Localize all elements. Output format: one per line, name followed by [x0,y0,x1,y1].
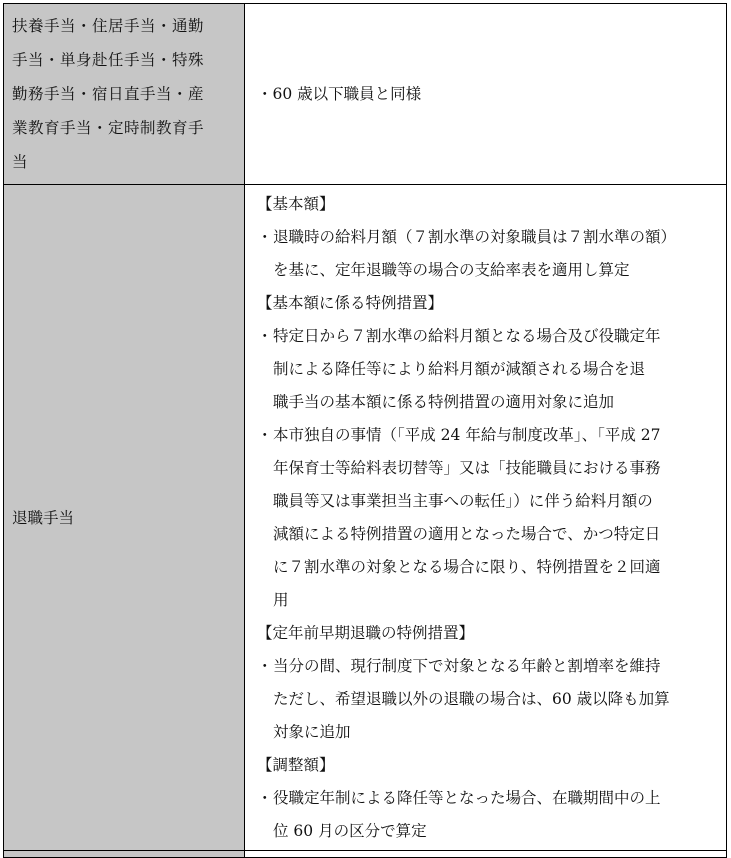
section-heading: 【基本額に係る特例措置】 [257,293,444,312]
row-label-line: 業教育手当・定時制教育手 [12,119,205,137]
item-line: 制による降任等により給料月額が減額される場合を退 [273,359,646,378]
row-content [245,851,727,858]
retirement-allowance-details [245,188,726,848]
table-row-partial [4,851,727,858]
section-heading: 【定年前早期退職の特例措置】 [257,623,475,642]
item-line: 特定日から７割水準の給料月額となる場合及び役職定年 [273,326,661,345]
item-line: ただし、希望退職以外の退職の場合は、60 歳以降も加算 [273,689,670,708]
content-text: ・60 歳以下職員と同様 [257,84,422,103]
bullet-icon: ・ [257,326,273,345]
section-heading: 【調整額】 [257,755,335,774]
item-line: 職員等又は事業担当主事への転任」）に伴う給料月額の [273,491,653,510]
row-header [4,185,245,851]
item-line: 職手当の基本額に係る特例措置の適用対象に追加 [273,392,615,411]
section-heading: 【基本額】 [257,194,335,213]
bullet-icon: ・ [257,788,273,807]
item-line: に７割水準の対象となる場合に限り、特例措置を２回適 [273,557,661,576]
row-content [245,185,727,851]
item-line: 当分の間、現行制度下で対象となる年齢と割増率を維持 [273,656,661,675]
row-label-line: 勤務手当・宿日直手当・産 [12,85,205,103]
item-line: 本市独自の事情（「平成 24 年給与制度改革」、「平成 27 [273,425,661,444]
item-line: 対象に追加 [273,722,351,741]
bullet-item [257,221,716,287]
bullet-item [257,320,716,419]
item-line: 減額による特例措置の適用となった場合で、かつ特定日 [273,524,661,543]
item-line: 用 [273,590,289,609]
bullet-icon: ・ [257,227,273,246]
row-label-line: 手当・単身赴任手当・特殊 [12,51,205,69]
table-row [4,4,727,185]
row-label-line: 扶養手当・住居手当・通勤 [12,17,205,35]
row-label: 退職手当 [12,508,75,527]
bullet-icon: ・ [257,425,273,444]
bullet-item [257,782,716,848]
row-label [4,9,244,179]
table-row [4,185,727,851]
row-header [4,4,245,185]
row-content [245,4,727,185]
bullet-icon: ・ [257,656,273,675]
item-line: 位 60 月の区分で算定 [273,821,427,840]
item-line: 役職定年制による降任等となった場合、在職期間中の上 [273,788,661,807]
item-line: 年保育士等給料表切替等」又は「技能職員における事務 [273,458,661,477]
item-line: 退職時の給料月額（７割水準の対象職員は７割水準の額） [273,227,677,246]
row-header [4,851,245,858]
allowance-table [3,3,727,858]
row-label-line: 当 [12,153,29,171]
bullet-item [257,419,716,617]
item-line: を基に、定年退職等の場合の支給率表を適用し算定 [273,260,630,279]
bullet-item [257,650,716,749]
